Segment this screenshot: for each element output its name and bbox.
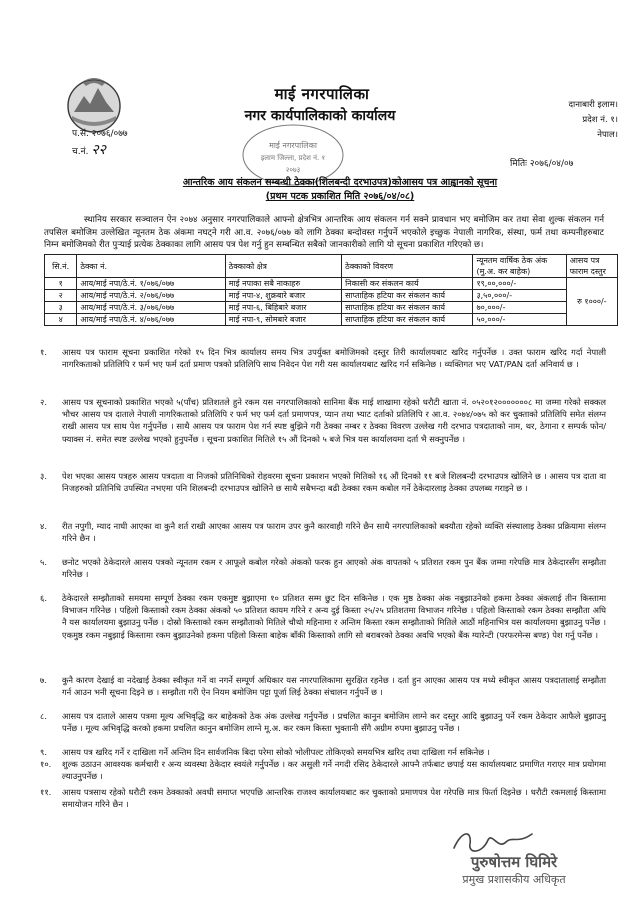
clause-text: आसय पत्र खरिद गर्ने र दाखिला गर्ने अन्तिम दिन सार्वजनिक बिदा परेमा सोको भोलीपल्ट तोकिएको समयभित्र खरिद तथा दाखिला गर्न सकिनेछ ।	[62, 747, 490, 757]
clause-number: ४.	[40, 521, 47, 531]
column-header: न्यूनतम वार्षिक ठेक अंक (मु.अ. कर बाहेक)	[473, 255, 566, 278]
address-line: नेपाल।	[597, 130, 618, 140]
office-address	[548, 98, 618, 143]
notice-heading	[140, 176, 540, 204]
column-header: ठेक्का नं.	[77, 255, 225, 278]
svg-text:इलाम जिल्ला, प्रदेश नं. १: इलाम जिल्ला, प्रदेश नं. १	[260, 154, 326, 162]
clause-5	[40, 556, 606, 580]
date-line	[510, 156, 573, 169]
clause-number: ५.	[40, 557, 47, 567]
clause-text: रीत नपुगी, म्याद नाघी आएका वा कुनै शर्त राखी आएका आसय पत्र फाराम उपर कुनै कारवाही गरिने छैन साथै नगरपालिकाको बक्यौता रहेको व्यक्ति संस्थालाइ ठेक्का प्रक्रियामा संलग्न गरिने छैन ।	[62, 521, 606, 544]
notice-intro: स्थानिय सरकार सञ्चालन ऐन २०७४ अनुसार नगरपालिकाले आफ्नो क्षेत्रभित्र आन्तरिक आय संकलन गर्न सक्ने प्रावधान भए बमोजिम कर तथा सेवा शुल्क संकलन गर्न तपसिल बमोजिम उल्लेखित न्यूनतम ठेक अंकमा नघट्ने गरी आ.व. २०७६/०७७ को लागि ठेक्का बन्दोवस्त गर्नुपर्ने भएकोले इच्छुक नेपाली नागरिक, संस्था, फर्म तथा कम्पनीहरुबाट निम्न बमोजिमको रीत पुऱ्याई प्रत्येक ठेक्काका लागि आसय पत्र पेश गर्नु हुन सम्बन्धित सबैको जानकारीको लागि यो सूचना प्रकाशित गरिएको छ।	[44, 215, 604, 251]
clause-3	[40, 470, 606, 494]
clause-number: ७.	[40, 675, 47, 685]
clause-8	[40, 710, 606, 734]
address-line: प्रदेश नं. १।	[582, 115, 618, 125]
chalani-number-line	[72, 142, 128, 160]
reference-block	[72, 126, 128, 160]
table-cell: आय/माई नपा/ठे.नं. ४/०७६/०७७	[77, 314, 225, 326]
table-cell: १	[45, 278, 77, 290]
clause-number: १.	[40, 347, 47, 357]
table-cell: ३	[45, 302, 77, 314]
table-cell: माई नपा-९, सोमबारे बजार	[225, 314, 341, 326]
table-row	[45, 302, 618, 314]
clause-1	[40, 346, 606, 370]
tender-table	[44, 254, 618, 326]
table-cell: २	[45, 290, 77, 302]
table-cell: साप्ताहिक हटिया कर संकलन कार्य	[342, 314, 473, 326]
clause-6	[40, 592, 606, 641]
table-cell: ४	[45, 314, 77, 326]
signatory-name: पुरुषोत्तम घिमिरे	[470, 853, 558, 871]
clause-text: छनोट भएको ठेकेदारले आसय पत्रको न्यूनतम रकम र आफूले कबोल गरेको अंकको फरक हुन आएको अंक वापतको ५ प्रतिशत रकम पुन बैंक जम्मा गरेपछि मात्र ठेकेदारसँग सम्झौता गरिनेछ ।	[62, 557, 606, 580]
svg-text:२०७३: २०७३	[285, 166, 301, 174]
table-cell: साप्ताहिक हटिया कर संकलन कार्य	[342, 302, 473, 314]
notice-title: आन्तरिक आय संकलन सम्बन्धी ठेक्का(शिलबन्दी दरभाउपत्र)कोआसय पत्र आह्वानको सूचना	[182, 177, 498, 188]
table-cell: आय/माई नपा/ठे.नं. २/०७६/०७७	[77, 290, 225, 302]
chalani-number: २२	[91, 142, 106, 158]
clause-number: २.	[40, 397, 47, 407]
clause-number: ३.	[40, 471, 47, 481]
address-line: दानाबारी इलाम।	[568, 100, 618, 110]
column-header: आसय पत्र फाराम दस्तुर	[566, 255, 617, 278]
clause-7	[40, 674, 606, 698]
clause-4	[40, 520, 606, 544]
table-cell: आय/माई नपा/ठे.नं. ३/०७६/०७७	[77, 302, 225, 314]
patra-sankhya: प.सं. २०७६/०७७	[72, 129, 128, 139]
chalani-label: च.नं.	[72, 147, 89, 157]
table-cell: ३,५०,०००/-	[473, 290, 566, 302]
table-row	[45, 290, 618, 302]
table-cell: आय/माई नपा/ठे.नं. १/०७६/०७७	[77, 278, 225, 290]
clause-number: ८.	[40, 711, 47, 721]
office-title: नगर कार्यपालिकाको कार्यालय	[244, 108, 396, 124]
clause-text: शुल्क उठाउन आवश्यक कर्मचारी र अन्य व्यवस्था ठेकेदार स्वयंले गर्नुपर्नेछ । कर असुली गर्ने नगदी रसिद ठेकेदारले आफ्नै तर्फबाट छपाई यस कार्यालयबाट प्रमाणित गराएर मात्र प्रयोगमा ल्याउनुपर्नेछ ।	[62, 759, 606, 782]
table-cell: निकासी कर संकलन कार्य	[342, 278, 473, 290]
office-name: माई नगरपालिका	[274, 85, 370, 103]
table-cell: माई नपा-६, बिहिबारे बजार	[225, 302, 341, 314]
clause-number: १०.	[40, 759, 52, 769]
clause-number: ९.	[40, 747, 47, 757]
table-row	[45, 314, 618, 326]
table-cell: ७०,०००/-	[473, 302, 566, 314]
clause-text: आसय पत्र दाताले आसय पत्रमा मूल्य अभिवृद्धि कर बाहेकको ठेक अंक उल्लेख गर्नुपर्नेछ । प्रचलित कानुन बमोजिम लाग्ने कर दस्तुर आदि बुझाउनु पर्ने रकम ठेकेदार आफैले बुझाउनु पर्नेछ । मूल्य अभिवृद्धि करको हकमा प्रचलित कानुन बमोजिम लाग्ने मू.अ. कर रकम किस्ता भुक्तानी सँगै अग्रीम रुपमा बुझाउनु पर्नेछ ।	[62, 711, 606, 734]
clause-text: आसय पत्र फाराम सूचना प्रकाशित गरेको १५ दिन भित्र कार्यालय समय भित्र उपर्युक्त बमोजिमको दस्तुर तिरी कार्यालयबाट खरिद गर्नुपर्नेछ । उक्त फाराम खरिद गर्दा नेपाली नागरिकताको प्रतिलिपि र फर्म भए फर्म दर्ता प्रमाण पत्रको प्रतिलिपि साथ निवेदन पेश गरी यस कार्यालयबाट खरिद गर्न सकिनेछ । व्यक्तिगत भए VAT/PAN दर्ता अनिवार्य छ ।	[62, 347, 606, 370]
clause-text: ठेकेदारले सम्झौताको समयमा सम्पूर्ण ठेक्का रकम एकमुष्ट बुझाएमा १० प्रतिशत सम्म छुट दिन सकिनेछ । एक मुष्ठ ठेक्का अंक नबुझाउनेको हकमा ठेक्का अंकलाई तीन किस्तामा विभाजन गरिनेछ । पहिलो किस्ताको रकम ठेक्का अंकको ५० प्रतिशत कायम गरिने र अन्य दुई किस्ता २५/२५ प्रतिशतमा विभाजन गरिनेछ । पहिलो किस्ताको रकम ठेक्का सम्झौता अघि नै यस कार्यालयमा बुझाउनु पर्नेछ । दोस्रो किस्ताको रकम सम्झौताको मितिले चौथो महिनामा र अन्तिम किस्ता रकम सम्झौताको मितिले आठौं महिनाभित्र यस कार्यालयमा बुझाउनु पर्नेछ । एकमुष्ठ रकम नबुझाई किस्तामा रकम बुझाउनेको हकमा पहिलो किस्ता बाहेक बाँकी किस्ताको लागि सो बराबरको ठेक्का अवधि भएको बैंक ग्यारेन्टी (परफरमेन्स बण्ड) पेश गर्नु पर्नेछ ।	[62, 593, 606, 640]
clause-number: ११.	[40, 787, 52, 797]
column-header: ठेक्काको क्षेत्र	[225, 255, 341, 278]
form-fee-cell: रु १०००/-	[566, 278, 617, 326]
clause-10	[40, 758, 606, 782]
column-header: ठेक्काको विवरण	[342, 255, 473, 278]
clause-2	[40, 396, 606, 445]
clause-number: ६.	[40, 593, 47, 603]
notice-subtitle: (प्रथम पटक प्रकाशित मिति २०७६/०४/०८)	[265, 191, 415, 202]
signatory-designation: प्रमुख प्रशासकीय अधिकृत	[462, 873, 566, 886]
table-cell: माई नपाका सबै नाकाहरु	[225, 278, 341, 290]
svg-text:माई नगरपालिका: माई नगरपालिका	[269, 141, 317, 150]
date-value: २०७६/०४/०७	[529, 159, 574, 169]
column-header: सि.नं.	[45, 255, 77, 278]
table-row	[45, 278, 618, 290]
table-cell: १९,००,०००/-	[473, 278, 566, 290]
table-cell: ५०,०००/-	[473, 314, 566, 326]
table-cell: साप्ताहिक हटिया कर संकलन कार्य	[342, 290, 473, 302]
clause-text: पेश भएका आसय पत्रहरु आसय पत्रदाता वा निजको प्रतिनिधिको रोहवरमा सूचना प्रकाशन भएको मितिको १६ औं दिनको ११ बजे शिलबन्दी दरभाउपत्र खोलिने छ । आसय पत्र दाता वा निजहरुको प्रतिनिधि उपस्थित नभएमा पनि शिलबन्दी दरभाउपत्र खोलिने छ साथै सबैभन्दा बढी ठेक्का रकम कबोल गर्ने ठेकेदारलाइ ठेक्का उपलब्ध गराइने छ ।	[62, 471, 606, 494]
clause-11	[40, 786, 606, 810]
clause-text: आसय पत्रसाथ रहेको धरौटी रकम ठेक्काको अवधी समाप्त भएपछि आन्तरिक राजश्व कार्यालयबाट कर चुक्ताको प्रमाणपत्र पेश गरेपछि मात्र फिर्ता दिइनेछ । धरौटी रकमलाई किस्तामा समायोजन गरिने छैन ।	[62, 787, 606, 810]
clause-9	[40, 746, 606, 758]
clause-text: कुनै कारण देखाई वा नदेखाई ठेक्का स्वीकृत गर्ने वा नगर्ने सम्पूर्ण अधिकार यस नगरपालिकामा सुरक्षित रहनेछ । दर्ता हुन आएका आसय पत्र मध्ये स्वीकृत आसय पत्रदातालाई सम्झौता गर्न आउन भनी सूचना दिइने छ । सम्झौता गरी ऐन नियम बमोजिम पट्टा पूर्जा लिई ठेक्का संचालन गर्नुपर्ने छ ।	[62, 675, 606, 698]
table-header-row	[45, 255, 618, 278]
date-label: मितिः	[510, 159, 527, 169]
table-cell: माई नपा-४, शुक्रबारे बजार	[225, 290, 341, 302]
clause-text: आसय पत्र सूचनाको प्रकाशित भएको ५(पाँच) प्रतिशतले हुने रकम यस नगरपालिकाको सानिमा बैंक माई शाखामा रहेको धरौटी खाता नं. ०५२०१२०००००००८ मा जम्मा गरेको सक्कल भौचर आसय पत्र दाताले नेपाली नागरिकताको प्रतिलिपि र फर्म भए फर्म दर्ता प्रमाणपत्र, प्यान तथा भ्याट दर्ताको प्रतिलिपि र आ.व. २०७४/०७५ को कर चुक्ताको प्रतिलिपि समेत संलग्न राखी आसय पत्र साथ पेश गर्नुपर्नेछ । साथै आसय पत्र फाराम पेश गर्न स्पष्ट बुझिने गरी ठेक्का नम्बर र ठेक्का विवरण उल्लेख गरी दरभाउ पत्रदाताको नाम, थर, ठेगाना र सम्पर्क फोन/फ्याक्स नं. समेत स्पष्ट उल्लेख भएको हुनुपर्नेछ । सूचना प्रकाशित मितिले १५ औं दिनको ५ बजे भित्र यस कार्यालयमा दर्ता भै सक्नुपर्नेछ ।	[62, 397, 606, 444]
